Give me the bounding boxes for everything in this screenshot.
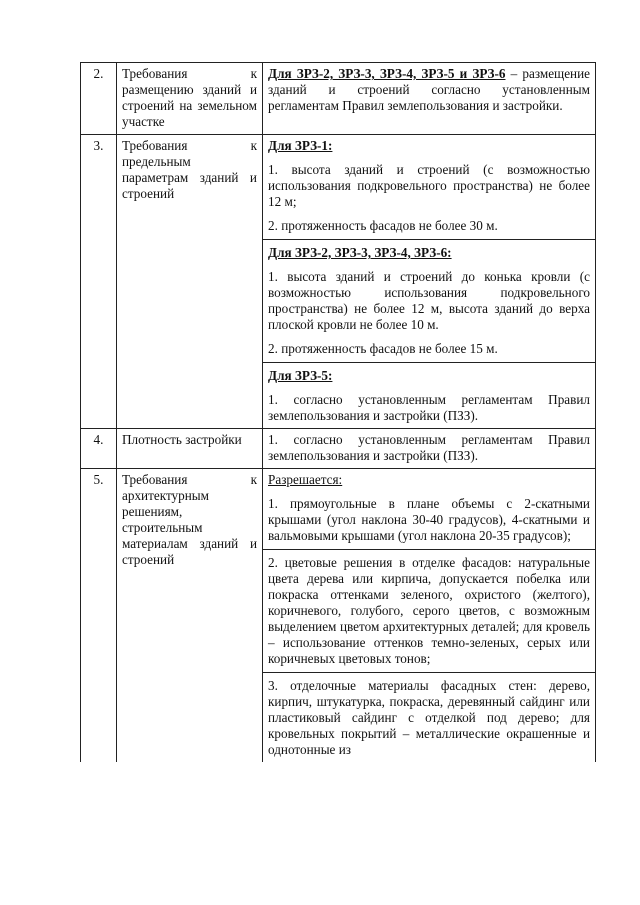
table-row xyxy=(81,63,596,135)
row-number: 2. xyxy=(81,63,117,135)
requirement-body xyxy=(263,429,596,469)
section-heading: Для ЗРЗ-2, ЗРЗ-3, ЗРЗ-4, ЗРЗ-6: xyxy=(268,245,452,260)
requirement-name: Требования к размещению зданий и строений на земельном участке xyxy=(117,63,263,135)
regulations-table xyxy=(80,62,596,762)
requirement-name: Требования к архитектурным решениям, строительным материалам зданий и строений xyxy=(117,469,263,763)
page-bottom-margin xyxy=(0,858,640,905)
table-row xyxy=(81,429,596,469)
paragraph: 1. согласно установленным регламентам Правил землепользования и застройки (ПЗЗ). xyxy=(268,392,590,423)
requirement-body xyxy=(263,135,596,429)
section-heading: Для ЗРЗ-1: xyxy=(268,138,333,153)
requirement-body xyxy=(263,469,596,763)
paragraph: 1. прямоугольные в плане объемы с 2-скатными крышами (угол наклона 30-40 градусов), 4-скатными и вальмовыми крышами (угол наклона 20-35 градусов); xyxy=(268,496,590,543)
heading-dash: – xyxy=(505,66,518,81)
paragraph: 1. высота зданий и строений (с возможностью использования подкровельного пространства) не более 12 м; xyxy=(268,162,590,209)
requirement-body xyxy=(263,63,596,135)
paragraph: 2. цветовые решения в отделке фасадов: натуральные цвета дерева или кирпича, допускается побелка или покраска оттенками зеленого, охристого (желтого), коричневого, голубого, серого цветов, с возможным выделением цветом архитектурных деталей; для кровель – использование оттенков темно-зеленых, серых или коричневых цветовых тонов; xyxy=(263,549,595,667)
requirement-name: Требования к предельным параметрам зданий и строений xyxy=(117,135,263,429)
row-number: 3. xyxy=(81,135,117,429)
requirement-name: Плотность застройки xyxy=(117,429,263,469)
paragraph: 2. протяженность фасадов не более 30 м. xyxy=(268,218,498,233)
paragraph: 2. протяженность фасадов не более 15 м. xyxy=(268,341,498,356)
row-number: 4. xyxy=(81,429,117,469)
table-row xyxy=(81,135,596,429)
section-heading: Для ЗРЗ-2, ЗРЗ-3, ЗРЗ-4, ЗРЗ-5 и ЗРЗ-6 xyxy=(268,66,506,81)
paragraph: 1. согласно установленным регламентам Правил землепользования и застройки (ПЗЗ). xyxy=(268,432,590,463)
paragraph: 3. отделочные материалы фасадных стен: дерево, кирпич, штукатурка, покраска, деревянный сайдинг или пластиковый сайдинг с отделкой под дерево; для кровельных покрытий – металлические окрашенные и однотонные из xyxy=(263,672,595,758)
section-heading: Разрешается: xyxy=(268,472,343,487)
section-heading: Для ЗРЗ-5: xyxy=(268,368,333,383)
paragraph: 1. высота зданий и строений до конька кровли (с возможностью использования подкровельного пространства) не более 12 м, высота зданий до верха плоской кровли не более 10 м. xyxy=(268,269,590,332)
row-number: 5. xyxy=(81,469,117,763)
table-row xyxy=(81,469,596,763)
paragraph: размещение зданий и строений согласно установленным регламентам Правил землепользования и застройки. xyxy=(268,66,591,113)
